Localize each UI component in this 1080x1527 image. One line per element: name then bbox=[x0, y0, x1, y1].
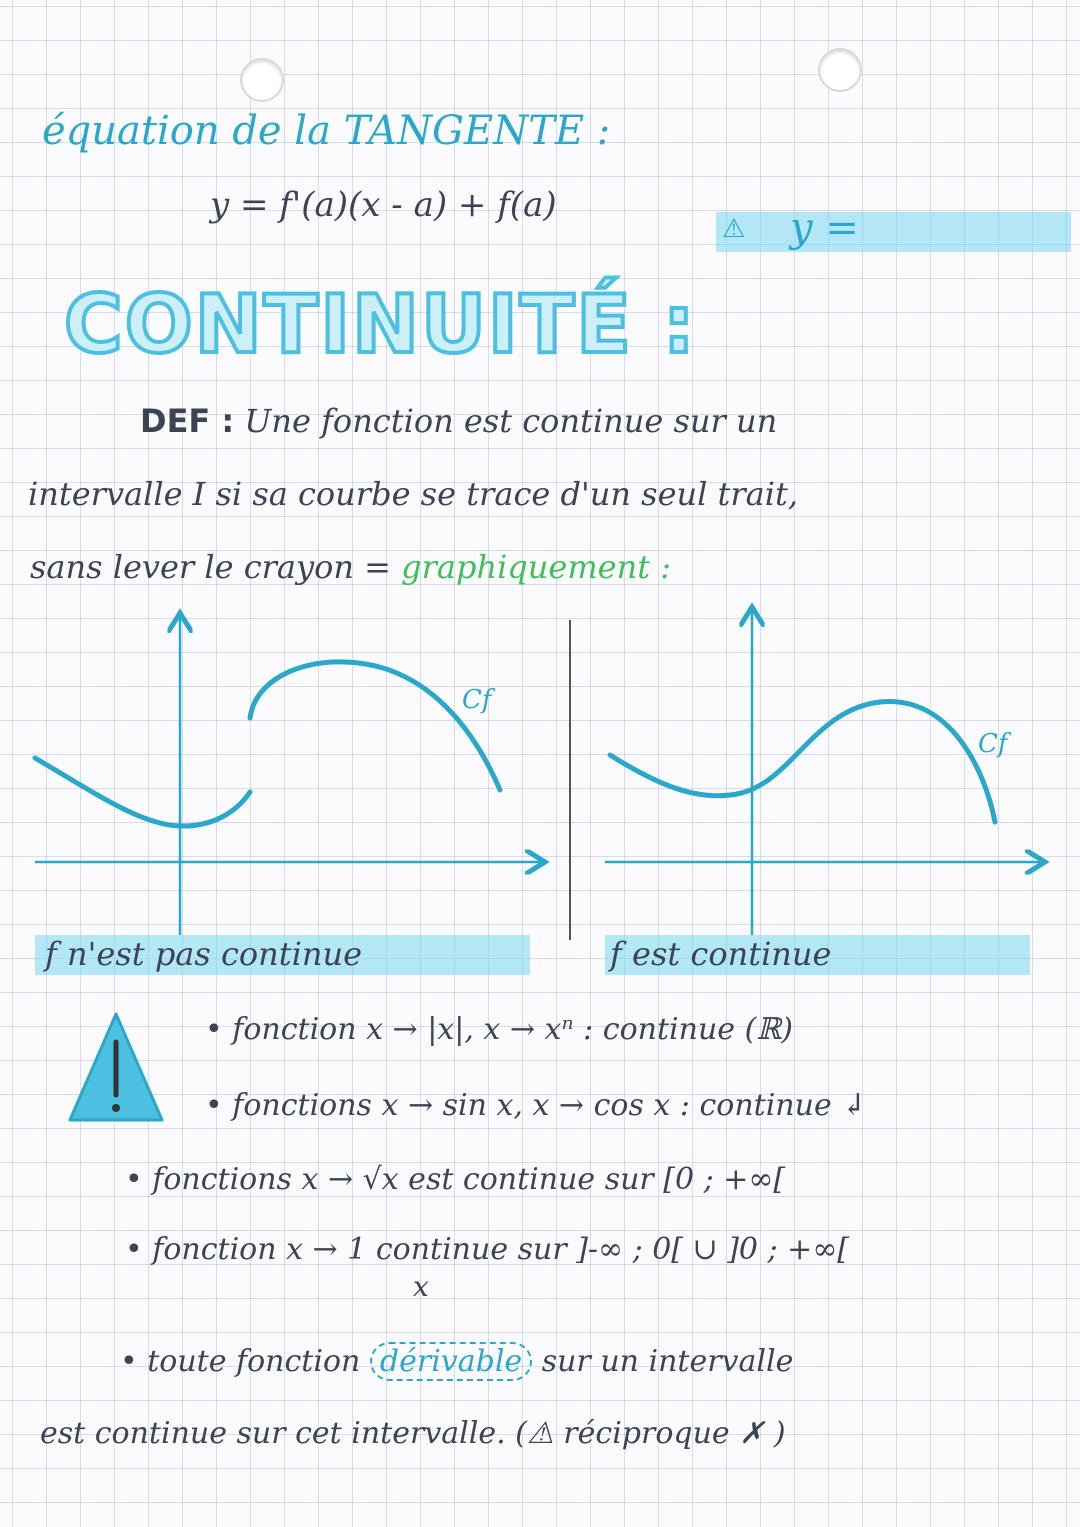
note-derivable-line-2: est continue sur cet intervalle. (⚠ réciproque ✗ ) bbox=[40, 1416, 786, 1451]
note-inverse-denominator: x bbox=[413, 1270, 429, 1303]
highlight-y-label: y = bbox=[790, 205, 859, 251]
definition-label: DEF : bbox=[140, 402, 235, 440]
section-title: CONTINUITÉ : bbox=[64, 278, 697, 371]
definition-text-1: Une fonction est continue sur un bbox=[244, 402, 778, 440]
left-curve-part-2 bbox=[250, 662, 500, 790]
definition-line-1 bbox=[140, 402, 777, 440]
caption-not-continuous: f n'est pas continue bbox=[45, 935, 363, 973]
definition-text-3: sans lever le crayon = bbox=[30, 548, 391, 586]
definition-line-3 bbox=[30, 548, 671, 586]
tangent-title: équation de la TANGENTE : bbox=[42, 108, 611, 154]
binder-hole-right bbox=[818, 48, 862, 92]
left-curve-part-1 bbox=[35, 758, 250, 826]
note-derivable-suffix: sur un intervalle bbox=[541, 1344, 794, 1379]
caption-continuous: f est continue bbox=[610, 935, 832, 973]
note-derivable-prefix: • toute fonction bbox=[120, 1344, 361, 1379]
note-sin-cos: • fonctions x → sin x, x → cos x : continue ↲ bbox=[205, 1088, 867, 1123]
graphs-figure bbox=[0, 600, 1080, 940]
highlight-bar-y bbox=[716, 212, 1071, 252]
left-curve-label: Cf bbox=[462, 685, 492, 715]
right-curve-label: Cf bbox=[978, 729, 1008, 759]
note-inverse: • fonction x → 1 continue sur ]-∞ ; 0[ ∪ ]0 ; +∞[ bbox=[125, 1232, 850, 1267]
derivable-cloud: dérivable bbox=[370, 1342, 532, 1381]
tangent-formula: y = f'(a)(x - a) + f(a) bbox=[210, 185, 557, 225]
warning-icon: ⚠ bbox=[722, 214, 746, 244]
right-curve bbox=[610, 702, 995, 822]
note-sqrt: • fonctions x → √x est continue sur [0 ; +∞[ bbox=[125, 1162, 786, 1197]
warning-triangle-icon bbox=[66, 1010, 166, 1125]
note-derivable-line-1 bbox=[120, 1342, 793, 1381]
binder-hole-left bbox=[240, 58, 284, 102]
note-abs-power: • fonction x → |x|, x → xⁿ : continue (ℝ) bbox=[205, 1012, 793, 1047]
graphically-label: graphiquement : bbox=[401, 548, 672, 586]
definition-line-2: intervalle I si sa courbe se trace d'un seul trait, bbox=[28, 475, 799, 513]
